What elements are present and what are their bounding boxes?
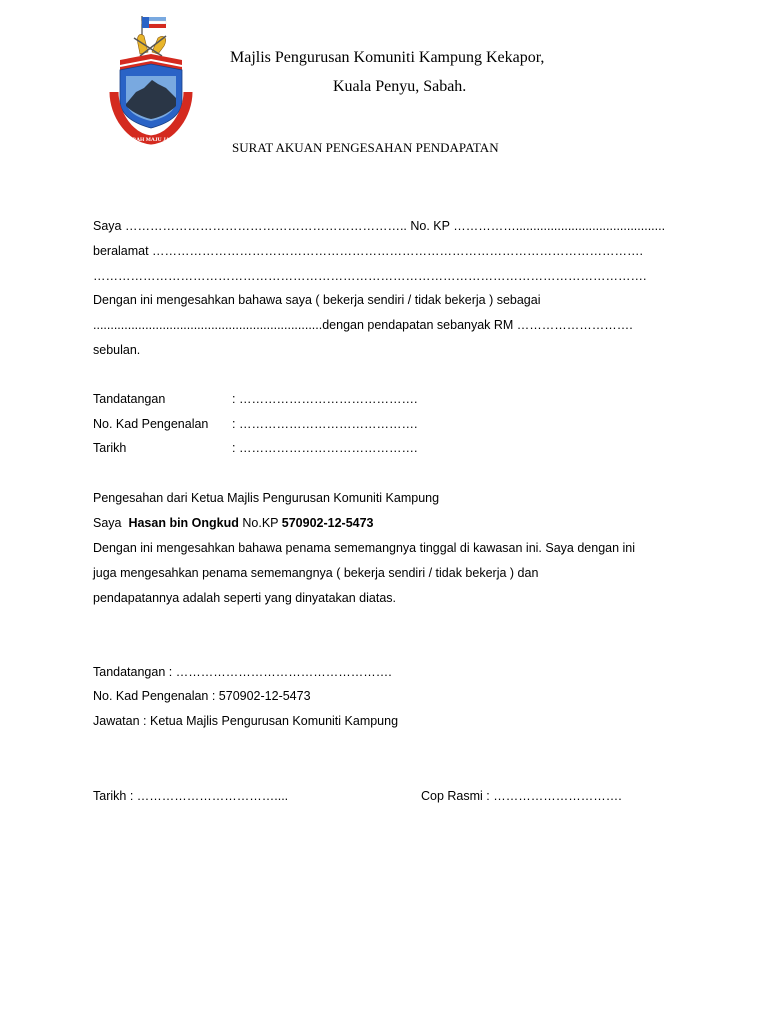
kp-label: No.KP [242, 516, 279, 530]
head-position-line: Jawatan : Ketua Majlis Pengurusan Komuniti Kampung [93, 714, 399, 728]
declaration-monthly: sebulan. [93, 343, 141, 357]
footer-official-stamp: Cop Rasmi : …………………………. [421, 789, 622, 803]
document-title: SURAT AKUAN PENGESAHAN PENDAPATAN [232, 140, 499, 155]
org-name-line2: Kuala Penyu, Sabah. [333, 78, 467, 95]
ic-number-label: No. Kad Pengenalan [93, 417, 209, 431]
date-value: : ……………………………………. [232, 441, 418, 455]
declaration-address-line: beralamat ………………………………………………………………………………………………………. [93, 244, 644, 258]
signature-value: : ……………………………………. [232, 392, 418, 406]
verification-residence: Dengan ini mengesahkan bahawa penama sememangnya tinggal di kawasan ini. Saya dengan ini [93, 541, 636, 555]
org-name-line1: Majlis Pengurusan Komuniti Kampung Kekapor, [230, 49, 545, 66]
verification-saya: Saya [93, 516, 122, 530]
date-label: Tarikh [93, 441, 127, 455]
verification-identity-line [93, 516, 374, 530]
head-ic-line: No. Kad Pengenalan : 570902-12-5473 [93, 689, 311, 703]
sabah-crest-logo [108, 14, 194, 146]
footer-date: Tarikh : …………………………….... [93, 789, 289, 803]
head-kp-number: 570902-12-5473 [281, 516, 374, 530]
verification-employment: juga mengesahkan penama sememangnya ( bekerja sendiri / tidak bekerja ) dan [93, 566, 539, 580]
verification-heading: Pengesahan dari Ketua Majlis Pengurusan Komuniti Kampung [93, 491, 440, 505]
crest-motto: SABAH MAJU JAYA [125, 137, 177, 143]
declaration-income-line: ..................................................................dengan pendapatan sebanyak RM ………………………. [93, 318, 633, 332]
head-signature-line: Tandatangan : ……………………………………………. [93, 665, 392, 679]
declaration-address-line-2: ……………………………………………………………………………………………………………………. [93, 269, 647, 283]
declaration-name-kp-line: Saya ………………………………………………………….. No. KP ……………........................................... [93, 219, 666, 233]
head-name: Hasan bin Ongkud [128, 516, 239, 530]
signature-label: Tandatangan [93, 392, 166, 406]
declaration-statement: Dengan ini mengesahkan bahawa saya ( bekerja sendiri / tidak bekerja ) sebagai [93, 293, 541, 307]
ic-number-value: : ……………………………………. [232, 417, 418, 431]
verification-income: pendapatannya adalah seperti yang dinyatakan diatas. [93, 591, 397, 605]
